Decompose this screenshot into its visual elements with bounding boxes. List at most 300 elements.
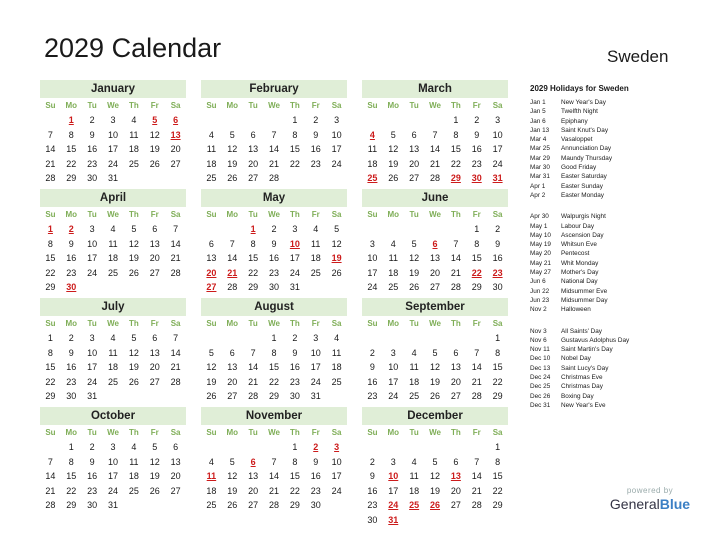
day-cell: 24	[388, 391, 399, 401]
weekday-label: Fr	[472, 428, 481, 437]
day-cell: 26	[149, 485, 160, 496]
weekday-label: Mo	[387, 428, 400, 437]
day-cell: 20	[430, 267, 441, 278]
day-cell: 24	[492, 158, 503, 169]
weekday-label: Fr	[311, 101, 320, 110]
week-row	[40, 455, 186, 470]
day-cell: 10	[87, 238, 98, 249]
week-row	[40, 142, 186, 157]
day-cell: 5	[390, 129, 396, 140]
weekday-label: Su	[367, 101, 378, 110]
holiday-name: Epiphany	[561, 117, 588, 125]
day-cell: 25	[310, 267, 321, 278]
day-cell: 10	[331, 456, 342, 467]
day-cell: 4	[208, 456, 214, 467]
week-row	[362, 237, 508, 252]
day-cell: 22	[492, 485, 503, 496]
empty-day-cell	[144, 171, 165, 186]
day-cell: 27	[149, 376, 160, 387]
month-november	[201, 407, 347, 513]
weekday-label: Th	[450, 210, 461, 219]
weekday-label: Th	[450, 319, 461, 328]
week-row	[201, 142, 347, 157]
holiday-row	[530, 268, 708, 277]
day-cell: 1	[292, 442, 298, 452]
day-cell: 25	[206, 500, 217, 510]
day-cell: 15	[66, 144, 77, 154]
empty-day-cell	[144, 280, 165, 295]
day-cell: 15	[450, 144, 461, 154]
day-cell: 18	[108, 362, 119, 372]
empty-day-cell	[103, 389, 124, 404]
weekday-label: Th	[289, 319, 300, 328]
empty-day-cell	[326, 389, 347, 404]
day-cell: 18	[128, 471, 139, 481]
day-cell: 15	[248, 253, 259, 263]
day-cell: 21	[471, 485, 482, 496]
weekday-label: Sa	[170, 210, 181, 219]
day-cell: 24	[289, 267, 300, 278]
day-cell: 30	[471, 173, 482, 183]
holiday-date: Apr 2	[530, 191, 546, 199]
day-cell: 31	[87, 391, 98, 401]
day-cell: 22	[45, 267, 56, 278]
day-cell: 5	[152, 442, 158, 452]
holiday-row	[530, 172, 708, 181]
week-row	[201, 237, 347, 252]
month-header: June	[362, 189, 508, 207]
weekday-label: Sa	[170, 428, 181, 437]
day-cell: 23	[289, 376, 300, 387]
holiday-name: Saint Martin's Day	[561, 346, 613, 354]
weekday-label: Mo	[387, 101, 400, 110]
day-cell: 18	[388, 267, 399, 278]
holiday-name: Mother's Day	[561, 269, 599, 277]
weekday-label: Th	[289, 428, 300, 437]
day-cell: 2	[89, 442, 95, 452]
day-cell: 19	[227, 158, 238, 169]
day-cell: 29	[471, 282, 482, 292]
weekday-label: Sa	[170, 319, 181, 328]
day-cell: 27	[430, 282, 441, 292]
day-cell: 10	[108, 129, 119, 140]
week-row	[40, 237, 186, 252]
holiday-row	[530, 107, 708, 116]
day-cell: 7	[271, 456, 277, 467]
day-cell: 11	[129, 456, 139, 467]
weekday-label: Tu	[248, 210, 258, 219]
empty-day-cell	[445, 331, 466, 346]
holiday-name: Twelfth Night	[561, 108, 598, 116]
day-cell: 27	[450, 500, 461, 510]
day-cell: 4	[313, 224, 319, 234]
weekday-label: Tu	[409, 319, 419, 328]
empty-day-cell	[144, 498, 165, 513]
day-cell: 6	[229, 347, 235, 358]
day-cell: 4	[110, 224, 116, 234]
week-row	[40, 389, 186, 404]
day-cell: 26	[128, 267, 139, 278]
empty-day-cell	[425, 331, 446, 346]
day-cell: 13	[450, 362, 461, 372]
day-cell: 14	[170, 238, 181, 249]
day-cell: 18	[367, 158, 378, 169]
month-may	[201, 189, 347, 295]
day-cell: 20	[149, 253, 160, 263]
day-cell: 19	[331, 253, 342, 263]
day-cell: 28	[170, 267, 181, 278]
day-cell: 24	[310, 376, 321, 387]
day-cell: 8	[474, 238, 480, 249]
holiday-date: Mar 31	[530, 173, 550, 181]
weekday-label: Mo	[65, 319, 78, 328]
holiday-date: Dec 13	[530, 364, 551, 372]
day-cell: 30	[367, 514, 378, 525]
day-cell: 9	[474, 129, 480, 140]
day-cell: 19	[227, 485, 238, 496]
day-cell: 1	[47, 224, 53, 234]
day-cell: 17	[87, 362, 98, 372]
day-cell: 10	[492, 129, 503, 140]
month-header: May	[201, 189, 347, 207]
week-row	[40, 157, 186, 172]
holiday-date: Jun 22	[530, 287, 550, 295]
holiday-row	[530, 222, 708, 231]
day-cell: 13	[450, 471, 461, 481]
day-cell: 23	[66, 376, 77, 387]
holiday-date: Dec 31	[530, 401, 551, 409]
weekday-label: We	[107, 101, 119, 110]
day-cell: 13	[149, 347, 160, 358]
holiday-name: Easter Sunday	[561, 182, 603, 190]
empty-day-cell	[445, 513, 466, 528]
holiday-date: Dec 26	[530, 392, 551, 400]
weekday-label: Su	[45, 101, 56, 110]
weekday-label: Sa	[170, 101, 181, 110]
weekday-label: Fr	[472, 319, 481, 328]
day-cell: 9	[369, 362, 375, 372]
weekday-label: Mo	[226, 210, 239, 219]
month-header: August	[201, 298, 347, 316]
day-cell: 21	[45, 158, 56, 169]
empty-day-cell	[123, 280, 144, 295]
empty-day-cell	[404, 440, 425, 455]
empty-day-cell	[326, 171, 347, 186]
day-cell: 27	[248, 500, 259, 510]
page-title: 2029 Calendar	[44, 33, 222, 63]
empty-day-cell	[201, 222, 222, 237]
day-cell: 16	[492, 253, 503, 263]
month-header: February	[201, 80, 347, 98]
day-cell: 28	[430, 173, 441, 183]
day-cell: 20	[409, 158, 420, 169]
day-cell: 3	[89, 333, 95, 343]
holiday-date: Apr 1	[530, 182, 546, 190]
weekday-label: We	[268, 101, 280, 110]
month-header: November	[201, 407, 347, 425]
holiday-name: Labour Day	[561, 222, 595, 230]
day-cell: 2	[474, 115, 480, 125]
day-cell: 26	[128, 376, 139, 387]
day-cell: 8	[495, 347, 501, 358]
holiday-row	[530, 305, 708, 314]
week-row	[362, 251, 508, 266]
weekday-label: Th	[289, 101, 300, 110]
weekday-label: Fr	[311, 210, 320, 219]
holiday-row	[530, 117, 708, 126]
day-cell: 4	[411, 347, 417, 358]
day-cell: 26	[430, 500, 441, 510]
day-cell: 14	[471, 471, 482, 481]
holiday-date: Jan 1	[530, 99, 546, 106]
day-cell: 16	[367, 376, 378, 387]
month-july	[40, 298, 186, 404]
holiday-name: National Day	[561, 278, 598, 286]
holiday-name: Maundy Thursday	[561, 154, 613, 162]
day-cell: 6	[208, 238, 214, 249]
empty-day-cell	[243, 331, 264, 346]
day-cell: 3	[369, 238, 375, 249]
brand-name	[600, 496, 700, 512]
week-row	[40, 128, 186, 143]
weekday-label: We	[429, 428, 441, 437]
day-cell: 1	[68, 115, 74, 125]
weekday-label: Fr	[150, 210, 159, 219]
day-cell: 26	[430, 391, 441, 401]
empty-day-cell	[222, 440, 243, 455]
day-cell: 31	[310, 391, 321, 401]
weekday-row	[362, 425, 508, 440]
week-row	[362, 513, 508, 528]
brand-logo	[600, 486, 700, 512]
day-cell: 12	[206, 362, 217, 372]
holiday-row	[530, 401, 708, 410]
day-cell: 17	[331, 144, 342, 154]
week-row	[40, 266, 186, 281]
week-row	[40, 222, 186, 237]
week-row	[362, 498, 508, 513]
day-cell: 12	[227, 471, 238, 481]
day-cell: 12	[430, 362, 441, 372]
week-row	[201, 266, 347, 281]
holiday-row	[530, 392, 708, 401]
holiday-date: Mar 25	[530, 145, 550, 153]
day-cell: 25	[128, 158, 139, 169]
weekday-label: Su	[367, 210, 378, 219]
day-cell: 25	[409, 391, 420, 401]
holiday-row	[530, 191, 708, 200]
holiday-name: Pentecost	[561, 250, 590, 258]
day-cell: 26	[227, 500, 238, 510]
day-cell: 24	[367, 282, 378, 292]
empty-day-cell	[243, 440, 264, 455]
day-cell: 30	[269, 282, 280, 292]
day-cell: 17	[388, 485, 399, 496]
day-cell: 16	[289, 362, 300, 372]
day-cell: 4	[411, 456, 417, 467]
holiday-list	[530, 84, 708, 410]
weekday-label: Fr	[472, 210, 481, 219]
holiday-row	[530, 277, 708, 286]
empty-day-cell	[425, 513, 446, 528]
day-cell: 11	[409, 471, 419, 481]
day-cell: 5	[208, 347, 214, 358]
day-cell: 16	[471, 144, 482, 154]
holiday-name: Christmas Eve	[561, 374, 603, 382]
holiday-date: Apr 30	[530, 213, 549, 221]
empty-day-cell	[425, 440, 446, 455]
day-cell: 7	[432, 129, 438, 140]
holiday-row	[530, 336, 708, 345]
day-cell: 29	[492, 391, 503, 401]
empty-day-cell	[466, 331, 487, 346]
day-cell: 8	[250, 238, 256, 249]
holiday-list-title: 2029 Holidays for Sweden	[530, 84, 629, 93]
day-cell: 11	[206, 144, 217, 154]
weekday-label: Su	[206, 210, 217, 219]
empty-day-cell	[404, 222, 425, 237]
week-row	[362, 331, 508, 346]
day-cell: 22	[289, 158, 300, 169]
empty-day-cell	[123, 171, 144, 186]
day-cell: 6	[411, 129, 417, 140]
day-cell: 8	[292, 129, 298, 140]
empty-day-cell	[165, 280, 186, 295]
weekday-label: Mo	[226, 101, 239, 110]
weekday-label: Fr	[311, 319, 320, 328]
weekday-row	[40, 425, 186, 440]
holiday-row	[530, 327, 708, 336]
day-cell: 23	[310, 158, 321, 169]
day-cell: 9	[68, 238, 74, 249]
holiday-name: Boxing Day	[561, 392, 594, 400]
weekday-label: Su	[206, 101, 217, 110]
day-cell: 21	[170, 253, 181, 263]
day-cell: 5	[229, 456, 235, 467]
day-cell: 19	[128, 362, 139, 372]
day-cell: 4	[369, 129, 375, 140]
day-cell: 4	[110, 333, 116, 343]
month-header: September	[362, 298, 508, 316]
day-cell: 14	[471, 362, 482, 372]
day-cell: 9	[313, 129, 319, 140]
day-cell: 20	[248, 485, 259, 496]
empty-day-cell	[383, 440, 404, 455]
empty-day-cell	[383, 331, 404, 346]
day-cell: 30	[289, 391, 300, 401]
holiday-name: Nobel Day	[561, 355, 591, 363]
day-cell: 9	[89, 129, 95, 140]
empty-day-cell	[243, 113, 264, 128]
month-header: March	[362, 80, 508, 98]
day-cell: 6	[173, 115, 179, 125]
day-cell: 6	[152, 224, 158, 234]
day-cell: 28	[269, 173, 280, 183]
weekday-label: Tu	[87, 101, 97, 110]
week-row	[362, 157, 508, 172]
week-row	[40, 171, 186, 186]
day-cell: 10	[367, 253, 378, 263]
day-cell: 13	[206, 253, 217, 263]
day-cell: 28	[170, 376, 181, 387]
day-cell: 5	[131, 333, 137, 343]
holiday-name: Easter Saturday	[561, 173, 607, 181]
day-cell: 8	[68, 456, 74, 467]
day-cell: 3	[313, 333, 319, 343]
week-row	[201, 128, 347, 143]
weekday-label: Tu	[87, 428, 97, 437]
day-cell: 21	[269, 485, 280, 496]
empty-day-cell	[284, 171, 305, 186]
week-row	[362, 113, 508, 128]
day-cell: 17	[289, 253, 300, 263]
weekday-label: Sa	[331, 319, 342, 328]
day-cell: 17	[492, 144, 503, 154]
day-cell: 25	[388, 282, 399, 292]
day-cell: 16	[367, 485, 378, 496]
holiday-name: Midsummer Eve	[561, 287, 608, 295]
day-cell: 19	[149, 471, 160, 481]
weekday-row	[201, 207, 347, 222]
week-row	[40, 440, 186, 455]
day-cell: 2	[313, 115, 319, 125]
holiday-date: May 21	[530, 259, 551, 267]
holiday-row	[530, 182, 708, 191]
weekday-label: We	[268, 210, 280, 219]
empty-day-cell	[362, 113, 383, 128]
day-cell: 10	[310, 347, 321, 358]
day-cell: 16	[87, 144, 98, 154]
day-cell: 29	[492, 500, 503, 510]
holiday-row	[530, 259, 708, 268]
day-cell: 21	[430, 158, 441, 169]
day-cell: 3	[390, 456, 396, 467]
day-cell: 29	[269, 391, 280, 401]
day-cell: 26	[227, 173, 238, 183]
day-cell: 2	[68, 224, 74, 234]
weekday-label: Sa	[331, 101, 342, 110]
day-cell: 24	[87, 376, 98, 387]
month-february	[201, 80, 347, 186]
day-cell: 5	[131, 224, 137, 234]
day-cell: 19	[206, 376, 217, 387]
day-cell: 3	[110, 442, 116, 452]
weekday-label: Mo	[65, 210, 78, 219]
day-cell: 9	[313, 456, 319, 467]
day-cell: 23	[367, 391, 378, 401]
holiday-row	[530, 135, 708, 144]
day-cell: 6	[250, 456, 256, 467]
day-cell: 12	[331, 238, 342, 249]
weekday-row	[201, 425, 347, 440]
day-cell: 20	[450, 485, 461, 496]
day-cell: 9	[369, 471, 375, 481]
day-cell: 6	[453, 347, 459, 358]
day-cell: 25	[108, 267, 119, 278]
holiday-date: Jan 13	[530, 126, 550, 134]
day-cell: 7	[47, 129, 53, 140]
day-cell: 15	[471, 253, 482, 263]
weekday-label: Th	[450, 101, 461, 110]
empty-day-cell	[201, 113, 222, 128]
month-header: July	[40, 298, 186, 316]
day-cell: 19	[409, 267, 420, 278]
day-cell: 6	[173, 442, 179, 452]
day-cell: 21	[227, 267, 238, 278]
day-cell: 31	[108, 173, 119, 183]
day-cell: 1	[474, 224, 480, 234]
day-cell: 23	[367, 500, 378, 510]
